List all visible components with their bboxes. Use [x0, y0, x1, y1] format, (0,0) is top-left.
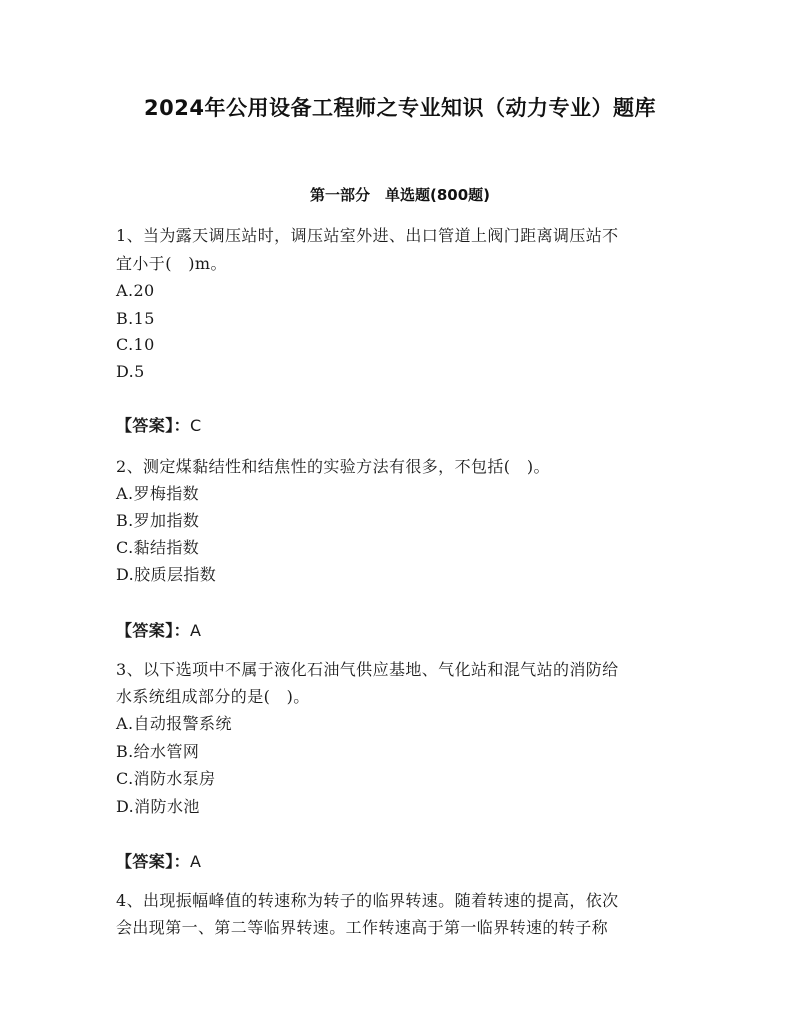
question-1-option-a: A.20: [116, 281, 155, 300]
question-1-stem-line-2: 宜小于( )m。: [116, 254, 227, 273]
answer-value: C: [190, 416, 202, 435]
question-1-stem-line-1: 1、当为露天调压站时，调压站室外进、出口管道上阀门距离调压站不: [116, 226, 619, 245]
question-1-option-c: C.10: [116, 335, 155, 354]
question-3-stem-line-1: 3、以下选项中不属于液化石油气供应基地、气化站和混气站的消防给: [116, 660, 619, 679]
question-4-stem-line-2: 会出现第一、第二等临界转速。工作转速高于第一临界转速的转子称: [116, 918, 609, 937]
question-2-answer: [116, 621, 201, 641]
question-3-answer: [116, 852, 201, 872]
answer-label: 【答案】：: [116, 416, 191, 435]
question-1-option-b: B.15: [116, 309, 155, 328]
document-title: 2024年公用设备工程师之专业知识（动力专业）题库: [144, 96, 656, 120]
answer-value: A: [190, 621, 202, 640]
question-2-option-b: B.罗加指数: [116, 511, 200, 530]
question-3-option-d: D.消防水池: [116, 797, 200, 816]
question-1-option-d: D.5: [116, 362, 145, 381]
question-2-option-c: C.黏结指数: [116, 538, 200, 557]
question-3-option-a: A.自动报警系统: [116, 714, 232, 733]
question-2-stem-line-1: 2、测定煤黏结性和结焦性的实验方法有很多，不包括( )。: [116, 457, 550, 476]
question-1-answer: [116, 416, 202, 436]
question-2-option-a: A.罗梅指数: [116, 484, 200, 503]
section-heading: 第一部分 单选题(800题): [309, 186, 491, 204]
answer-label: 【答案】：: [116, 852, 191, 871]
question-3-option-b: B.给水管网: [116, 742, 200, 761]
answer-value: A: [190, 852, 202, 871]
question-3-stem-line-2: 水系统组成部分的是( )。: [116, 687, 310, 706]
question-4-stem-line-1: 4、出现振幅峰值的转速称为转子的临界转速。随着转速的提高，依次: [116, 891, 619, 910]
question-2-option-d: D.胶质层指数: [116, 565, 217, 584]
answer-label: 【答案】：: [116, 621, 191, 640]
question-3-option-c: C.消防水泵房: [116, 769, 216, 788]
